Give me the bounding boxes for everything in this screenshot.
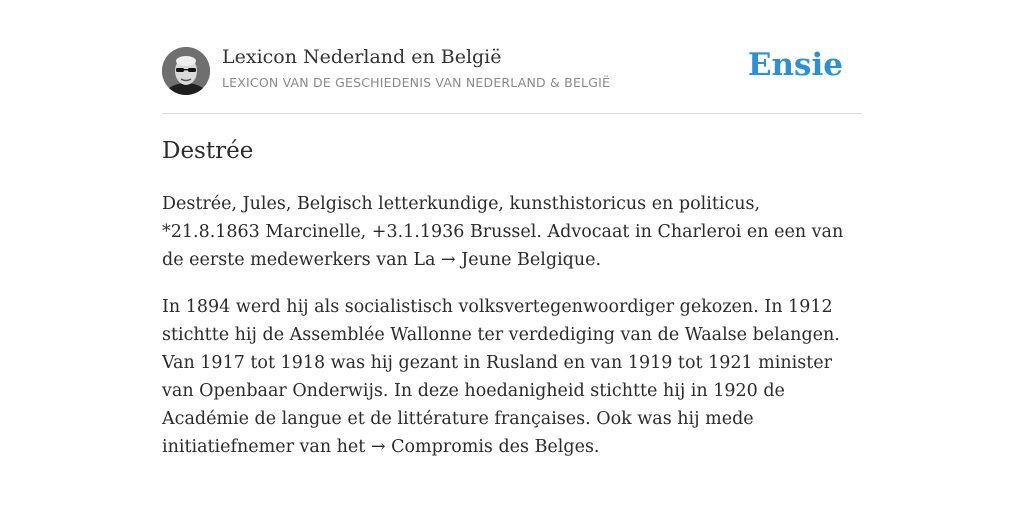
paragraph-text: Jeune Belgique. xyxy=(455,250,602,270)
article-paragraph-1 xyxy=(162,190,862,274)
avatar-portrait-image xyxy=(162,47,210,95)
site-title[interactable]: Lexicon Nederland en België xyxy=(222,46,502,68)
cross-reference-arrow-link[interactable]: → xyxy=(440,250,456,270)
article-paragraph-2 xyxy=(162,293,862,461)
brand-logo-link[interactable]: Ensie xyxy=(747,47,843,83)
page-container xyxy=(162,0,862,457)
cross-reference-arrow-link[interactable]: → xyxy=(370,437,386,457)
paragraph-text: Compromis des Belges. xyxy=(385,437,600,457)
paragraph-text: In 1894 werd hij als socialistisch volksvertegenwoordiger gekozen. In 1912 stichtte hij de Assemblée Wallonne ter verdediging van de Waalse belangen. Van 1917 tot 1918 was hij gezant in Rusland en van 1919 tot 1921 minister van Openbaar Onderwijs. In deze hoedanigheid stichtte hij in 1920 de Académie de langue et de littérature françaises. Ook was hij mede initiatiefnemer van het xyxy=(162,297,840,457)
page-title: Destrée xyxy=(162,138,254,164)
site-header xyxy=(162,0,862,114)
article-body xyxy=(162,190,862,480)
paragraph-text: Destrée, Jules, Belgisch letterkundige, kunsthistoricus en politicus, *21.8.1863 Marcinelle, +3.1.1936 Brussel. Advocaat in Charleroi en een van de eerste medewerkers van La xyxy=(162,194,844,270)
avatar[interactable] xyxy=(162,47,210,95)
site-subtitle: LEXICON VAN DE GESCHIEDENIS VAN NEDERLAND & BELGIË xyxy=(222,75,611,90)
